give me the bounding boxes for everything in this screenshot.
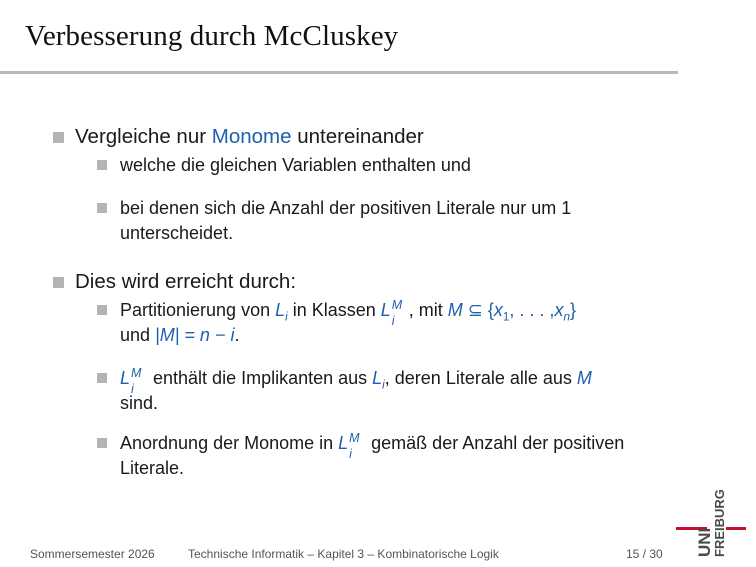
math-sub-i: i [391, 314, 395, 328]
math-sub-n: n [563, 310, 570, 324]
math-L: L [338, 433, 349, 453]
bullet-square [97, 438, 107, 448]
bullet-1-sub-2-text: bei denen sich die Anzahl der positiven Literale nur um 1 unterscheidet. [120, 198, 572, 243]
bullet-square [53, 132, 64, 143]
math-absM: |M| [155, 325, 180, 345]
bullet-square [97, 203, 107, 213]
bullet-2-sub-2-text [120, 366, 660, 416]
text-run: gemäß der Anzahl der positiven Literale. [120, 433, 625, 478]
bullet-1-highlight: Monome [211, 125, 292, 148]
math-supsub [130, 366, 148, 396]
math-x: x [493, 300, 503, 320]
text-run: Partitionierung von [120, 300, 276, 320]
math-supsub [348, 431, 366, 461]
math-sup-M: M [131, 366, 142, 380]
bullet-square [97, 160, 107, 170]
math-sub-i: i [382, 378, 385, 392]
math-L: L [120, 368, 131, 388]
math-subset: ⊆ { [462, 300, 494, 320]
math-eq: = n − i [179, 325, 235, 345]
math-sup-M: M [391, 298, 403, 312]
text-run: , mit [408, 300, 448, 320]
logo-uni-text: UNI [695, 527, 714, 557]
text-run: Anordnung der Monome in [120, 433, 339, 453]
text-run: und [120, 325, 156, 345]
bullet-2-text: Dies wird erreicht durch: [75, 270, 297, 293]
slide-title: Verbesserung durch McCluskey [25, 20, 399, 52]
math-L: L [275, 300, 286, 320]
math-supsub [391, 298, 409, 328]
math-sub-1: 1 [502, 310, 510, 324]
math-M: M [447, 300, 463, 320]
bullet-1-post: untereinander [291, 125, 424, 148]
bullet-2-sub-3-text [120, 431, 625, 481]
text-run: in Klassen [287, 300, 381, 320]
bullet-1-sub-1-text: welche die gleichen Variablen enthalten und [120, 155, 471, 175]
math-sup-M: M [349, 431, 360, 445]
logo-freiburg-text: FREIBURG [712, 489, 727, 557]
text-run: . [234, 325, 240, 345]
bullet-2-sub-1-text [120, 298, 660, 348]
text-run: enthält die Implikanten aus [148, 368, 373, 388]
logo-red-bar [726, 527, 746, 530]
math-L: L [380, 300, 391, 320]
math-M: M [576, 368, 592, 388]
footer-page-number: 15 / 30 [626, 547, 663, 561]
bullet-1-pre: Vergleiche nur [75, 125, 212, 148]
footer-course: Technische Informatik – Kapitel 3 – Kombinatorische Logik [188, 547, 499, 561]
math-close: } [569, 300, 576, 320]
math-dots: , . . . , [509, 300, 555, 320]
math-sub-i: i [285, 310, 288, 324]
bullet-1-text [75, 125, 424, 149]
math-sub-i: i [349, 447, 352, 461]
text-run: , deren Literale alle aus [384, 368, 577, 388]
footer-semester: Sommersemester 2026 [30, 547, 155, 561]
bullet-square [97, 373, 107, 383]
bullet-square [97, 305, 107, 315]
math-sub-i: i [131, 382, 134, 396]
university-logo [676, 478, 746, 558]
text-run: sind. [120, 393, 159, 413]
bullet-square [53, 277, 64, 288]
math-L: L [372, 368, 383, 388]
math-x: x [554, 300, 564, 320]
